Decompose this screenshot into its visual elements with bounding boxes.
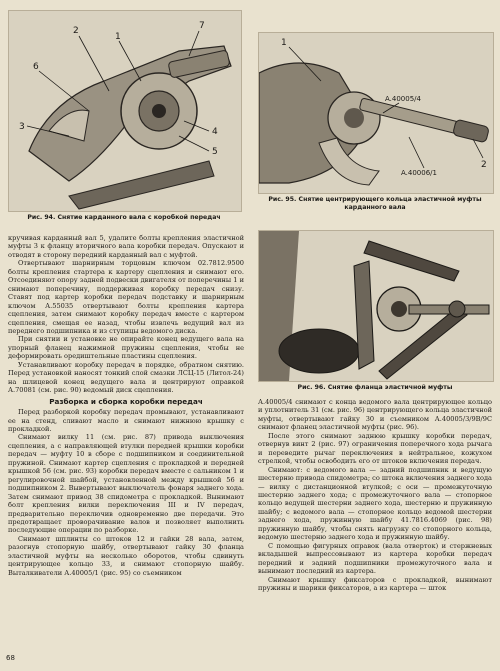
fig94-label-6: 6 xyxy=(33,62,39,72)
paragraph: Устанавливают коробку передач в порядке, обратном снятию. Перед установкой наносят тонкий слой смазки ЛСЦ-15 (Литол-24) на шлицевой конец ведущего вала и центрируют оправкой А.70081 (см. рис. 90) ведомый диск сцепления. xyxy=(8,360,244,395)
gearbox-removal-drawing xyxy=(9,11,241,211)
paragraph: А.40005/4 снимают с конца ведомого вала центрирующее кольцо и уплотнитель 31 (см. рис. 96) центрирующего кольца эластичной муфты, отвертывают гайку 30 и съемником А.40005/3/9В/9С снимают фланец эластичной муфты (рис. 96). xyxy=(258,398,492,432)
centering-ring-removal-drawing xyxy=(259,33,493,193)
paragraph: Перед разборкой коробку передач промывают, устанавливают ее на стенд, сливают масло и снимают нижнюю крышку с прокладкой. xyxy=(8,408,244,433)
section-title: Разборка и сборка коробки передач xyxy=(49,396,203,406)
fig94-label-5: 5 xyxy=(212,147,218,157)
fig94-label-7: 7 xyxy=(199,21,205,31)
paragraph: Снимают вилку 11 (см. рис. 87) привода выключения сцепления, а с направляющей втулки передней крышки коробки передач — муфту 10 в сборе с подшипником и соединительной пружиной. Снимают картер сцепления с прокладкой и передней крышкой 56 (см. рис. 93) коробки передач вместе с сальником 1 и регулировочной шайбой, установленной между крышкой 56 и подшипником 2. Вывертывают выключатель фонаря заднего хода. Затем снимают привод 38 спидометра с прокладкой. Вынимают болт крепления вилки переключения III и IV передач, предварительно переключив одновременно две передачи. Это предотвращает проворачивание валов и позволяет выполнить последующие операции по разборке. xyxy=(8,433,244,535)
paragraph-warning: При снятии и установке не опирайте конец ведущего вала на упорный фланец нажимной пружины сцепления, чтобы не деформировать оредиштельные пластины сцепления. xyxy=(8,335,244,361)
paragraph: После этого снимают заднюю крышку коробки передач, отвернув винт 2 (рис. 97) ограничения поперечного хода рычага и переведите рычаг переключения в нейтральное, кожухом стрелкой, чтобы освободить его от штоков включения передач. xyxy=(258,431,492,466)
fig94-label-2: 2 xyxy=(73,26,79,36)
paragraph: Снимают: с ведомого вала — задний подшипник и ведущую шестерню привода спидометра; со штока включения заднего хода — вилку с дистанционной втулкой; с оси — промежуточную шестерню заднего хода; с промежуточного вала — стопорное кольцо ведущей шестерни заднего хода, шестерню и пружинную шайбу; с ведомого вала — стопорное кольцо ведомой шестерни заднего хода, пружинную шайбу 41.7816.4069 (рис. 98) пружинную шайбу, чтобы снять нагрузку со стопорного кольца, ведомую шестерню заднего хода и пружинную шайбу. xyxy=(258,465,492,542)
right-text-column xyxy=(258,398,492,592)
paragraph: Отвертывают шарнирным торцовым ключом 02.7812.9500 болты крепления стартера к картеру сцепления и снимают его. Отсоединяют опору задней подвески двигателя от поперечины 1 и снимают поперечину, поддерживая коробку передач снизу. Ставят под картер коробки передач подставку и шарнирным ключом А.55035 отвертывают болты крепления картера сцепления, затем снимают коробку передач вместе с картером сцепления, смещая ее назад, чтобы извлечь ведущий вал из переднего подшипника и из ступицы ведомого диска. xyxy=(8,259,244,335)
paragraph: Снимают шплинты со штоков 12 и гайки 28 вала, затем, разогнув стопорную шайбу, отвертывают гайку 30 фланца эластичной муфты на несколько оборотов, чтобы сдвинуть центрирующее кольцо 33, и снимают стопорную шайбу. Выталкиватели А.40005/1 (рис. 95) со съемником xyxy=(8,534,244,577)
fig94-label-1: 1 xyxy=(115,32,121,42)
fig94-label-3: 3 xyxy=(19,122,25,132)
fig95-label-tool-b: A.40006/1 xyxy=(401,169,437,177)
figure-94-illustration xyxy=(8,10,242,212)
fig94-label-4: 4 xyxy=(212,127,218,137)
fig95-label-tool-a: A.40005/4 xyxy=(385,95,421,103)
figure-95-caption: Рис. 95. Снятие центрирующего кольца эластичной муфты карданного вала xyxy=(268,196,482,211)
left-text-column xyxy=(8,234,244,577)
paragraph: кручивая карданный вал 5, удалите болты крепления эластичной муфты 3 к фланцу вторичного вала коробки передач. Опускают и отводят в сторону передний карданный вал с муфтой. xyxy=(8,234,244,259)
figure-95-illustration xyxy=(258,32,494,194)
page-number: 68 xyxy=(6,654,15,662)
figure-94-caption: Рис. 94. Снятие карданного вала с коробкой передач xyxy=(27,214,221,221)
paragraph: С помощью фигурных оправок (вала отверток) и стержневых вкладышей выпрессовывают из картера коробки передач передний и задний подшипники промежуточного вала и вынимают последний из картера. xyxy=(258,541,492,576)
paragraph: Снимают крышку фиксаторов с прокладкой, вынимают пружины и шарики фиксаторов, а из картера — шток xyxy=(258,575,492,592)
fig95-label-1: 1 xyxy=(281,38,287,48)
figure-96-illustration xyxy=(258,230,494,382)
fig95-label-2: 2 xyxy=(481,160,487,170)
flange-removal-drawing xyxy=(259,231,493,381)
figure-96-caption: Рис. 96. Снятие фланца эластичной муфты xyxy=(297,384,453,391)
